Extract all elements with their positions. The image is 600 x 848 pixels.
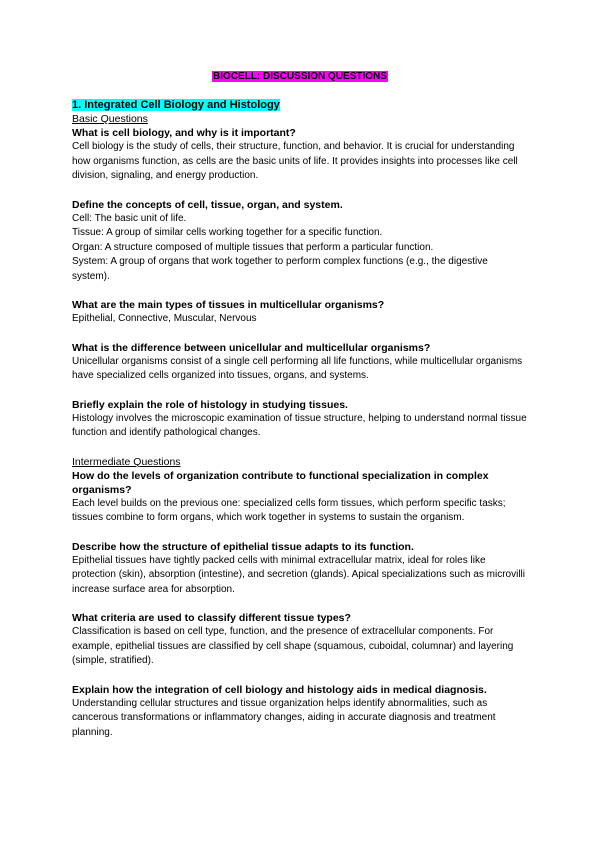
question: What are the main types of tissues in multicellular organisms?: [72, 299, 385, 311]
question: Briefly explain the role of histology in studying tissues.: [72, 398, 348, 411]
qa-block: [72, 298, 528, 327]
qa-block: [72, 126, 528, 184]
qa-block: [72, 469, 528, 526]
answer: Understanding cellular structures and tissue organization helps identify abnormalities, such as cancerous transformations or inflammatory changes, aiding in accurate diagnosis and treatment planning.: [72, 697, 496, 738]
question: What is cell biology, and why is it important?: [72, 127, 296, 139]
qa-block: [72, 198, 528, 285]
answer-line: Tissue: A group of similar cells working together for a specific function.: [72, 227, 383, 238]
document-title: BIOCELL: DISCUSSION QUESTIONS: [213, 71, 387, 82]
qa-block: [72, 611, 528, 669]
section-title: 1. Integrated Cell Biology and Histology: [72, 99, 280, 111]
question: What criteria are used to classify different tissue types?: [72, 612, 351, 624]
qa-block: [72, 398, 528, 441]
answer: Cell biology is the study of cells, their structure, function, and behavior. It is crucial for understanding how organisms function, as cells are the basic units of life. It provides insights into processes like cell division, signaling, and energy production.: [72, 141, 518, 181]
qa-block: [72, 341, 528, 384]
answer: Epithelial, Connective, Muscular, Nervous: [72, 313, 257, 324]
answer: Unicellular organisms consist of a single cell performing all life functions, while multicellular organisms have specialized cells organized into tissues, organs, and systems.: [72, 355, 523, 381]
question: Explain how the integration of cell biology and histology aids in medical diagnosis.: [72, 683, 487, 696]
answer: Classification is based on cell type, function, and the presence of extracellular components. For example, epithelial tissues are classified by cell shape (squamous, cuboidal, columnar) and layering (simple, stratified).: [72, 626, 514, 666]
question: Define the concepts of cell, tissue, organ, and system.: [72, 198, 343, 211]
answer-line: Organ: A structure composed of multiple tissues that perform a particular function.: [72, 241, 434, 253]
qa-block: [72, 540, 528, 598]
answer-line: System: A group of organs that work together to perform complex functions (e.g., the digestive system).: [72, 256, 488, 282]
answer: Each level builds on the previous one: specialized cells form tissues, which perform specific tasks; tissues combine to form organs, which work together in systems to sustain the organism.: [72, 497, 506, 523]
qa-block: [72, 683, 528, 741]
question: How do the levels of organization contribute to functional specialization in complex organisms?: [72, 469, 489, 496]
basic-questions-heading: Basic Questions: [72, 113, 148, 125]
intermediate-questions-heading: Intermediate Questions: [72, 455, 181, 468]
question: What is the difference between unicellular and multicellular organisms?: [72, 341, 431, 354]
answer-line: Cell: The basic unit of life.: [72, 212, 187, 224]
answer: Histology involves the microscopic examination of tissue structure, helping to understand normal tissue function and identify pathological changes.: [72, 412, 527, 438]
question: Describe how the structure of epithelial tissue adapts to its function.: [72, 540, 414, 553]
answer: Epithelial tissues have tightly packed cells with minimal extracellular matrix, ideal for roles like protection (skin), absorption (intestine), and secretion (glands). Apical specializations such as microvilli increase surface area for absorption.: [72, 554, 525, 595]
